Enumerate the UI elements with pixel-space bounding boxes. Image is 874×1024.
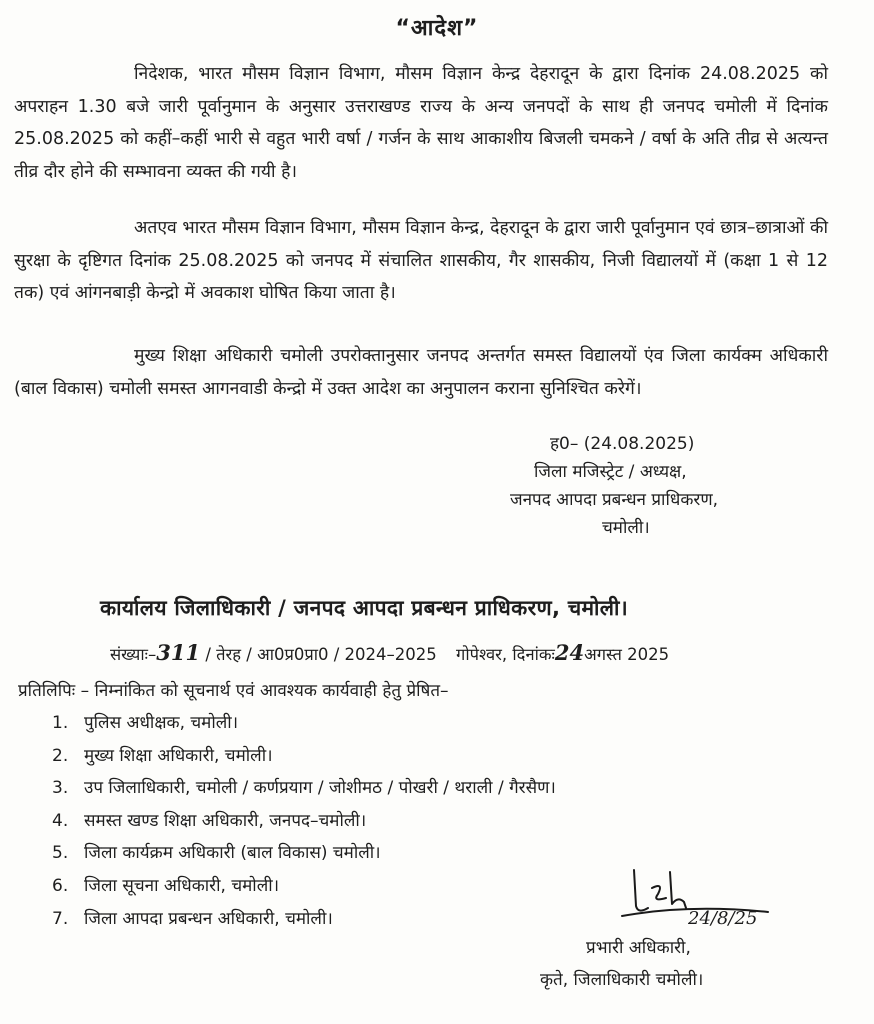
list-item [52, 906, 556, 939]
list-item [52, 743, 556, 776]
order-paragraph-1: निदेशक, भारत मौसम विज्ञान विभाग, मौसम विज्ञान केन्द्र देहरादून के द्वारा दिनांक 24.08.2025 को अपराहन 1.30 बजे जारी पूर्वानुमान के अनुसार उत्तराखण्ड राज्य के अन्य जनपदों के साथ ही जनपद चमोली में दिनांक 25.08.2025 को कहीं–कहीं भारी से वहुत भारी वर्षा / गर्जन के साथ आकाशीय बिजली चमकने / वर्षा के अति तीव्र से अत्यन्त तीव्र दौर होने की सम्भावना व्यक्त की गयी है। [14, 64, 828, 182]
issuer-on-behalf: कृते, जिलाधिकारी चमोली। [540, 970, 704, 990]
date-day: 24 [554, 640, 585, 665]
magistrate-signature-block [510, 430, 718, 542]
signature-stroke [670, 872, 686, 908]
list-item-text: मुख्य शिक्षा अधिकारी, चमोली। [84, 745, 273, 766]
issuer-signature-block [540, 932, 703, 996]
list-item-number: 3. [52, 778, 69, 799]
copy-to-list [52, 710, 556, 938]
date-rest: अगस्त 2025 [584, 645, 670, 664]
place-date-prefix: गोपेश्वर, दिनांकः [456, 645, 555, 664]
list-item [52, 808, 556, 841]
order-paragraph-3: मुख्य शिक्षा अधिकारी चमोली उपरोक्तानुसार जनपद अन्तर्गत समस्त विद्यालयों एंव जिला कार्यक्म अधिकारी (बाल विकास) चमोली समस्त आगनवाडी केन्द्रो में उक्त आदेश का अनुपालन कराना सुनिश्चित करेगें। [14, 346, 828, 399]
reference-number: 311 [156, 640, 201, 665]
list-item-number: 4. [52, 810, 69, 831]
copy-to-intro: प्रतिलिपिः – निम्नांकित को सूचनार्थ एवं आवश्यक कार्यवाही हेतु प्रेषित– [18, 681, 449, 701]
list-item-number: 1. [52, 713, 69, 733]
signature-designation: जिला मजिस्ट्रेट / अध्यक्ष, [534, 462, 687, 482]
signature-stroke [652, 886, 666, 899]
signature-authority: जनपद आपदा प्रबन्धन प्राधिकरण, [510, 490, 719, 510]
reference-line [110, 640, 669, 665]
handwritten-date: 24/8/25 [688, 908, 758, 929]
list-item [52, 873, 556, 906]
signature-district: चमोली। [602, 518, 650, 538]
handwritten-signature [618, 858, 788, 938]
list-item [52, 775, 556, 808]
list-item-number: 7. [52, 908, 69, 929]
list-item-text: जिला आपदा प्रबन्धन अधिकारी, चमोली। [84, 908, 333, 929]
order-paragraph-2: अतएव भारत मौसम विज्ञान विभाग, मौसम विज्ञान केन्द्र, देहरादून के द्वारा जारी पूर्वानुमान एवं छात्र–छात्राओं की सुरक्षा के दृष्टिगत दिनांक 25.08.2025 को जनपद में संचालित शासकीय, गैर शासकीय, निजी विद्यालयों में (कक्षा 1 से 12 तक) एवं आंगनबाड़ी केन्द्रो में अवकाश घोषित किया जाता है। [14, 218, 828, 303]
office-heading: कार्यालय जिलाधिकारी / जनपद आपदा प्रबन्धन प्राधिकरण, चमोली। [100, 596, 629, 620]
list-item-text: पुलिस अधीक्षक, चमोली। [84, 713, 239, 733]
reference-suffix: / तेरह / आ0प्र0प्रा0 / 2024–2025 [205, 645, 437, 664]
list-item-number: 5. [52, 843, 69, 864]
signature-stroke [634, 870, 648, 911]
list-item-number: 6. [52, 875, 69, 896]
list-item-text: समस्त खण्ड शिक्षा अधिकारी, जनपद–चमोली। [84, 810, 367, 831]
list-item [52, 840, 556, 873]
issuer-designation: प्रभारी अधिकारी, [586, 938, 691, 958]
order-title: “आदेश” [395, 16, 479, 41]
list-item-text: जिला सूचना अधिकारी, चमोली। [84, 875, 280, 896]
reference-prefix: संख्याः– [110, 645, 157, 664]
list-item [52, 710, 556, 743]
list-item-text: उप जिलाधिकारी, चमोली / कर्णप्रयाग / जोशीमठ / पोखरी / थराली / गैरसैण। [84, 778, 556, 799]
list-item-number: 2. [52, 745, 69, 766]
list-item-text: जिला कार्यक्रम अधिकारी (बाल विकास) चमोली। [84, 843, 381, 864]
signature-date-line: ह0– (24.08.2025) [550, 434, 695, 454]
